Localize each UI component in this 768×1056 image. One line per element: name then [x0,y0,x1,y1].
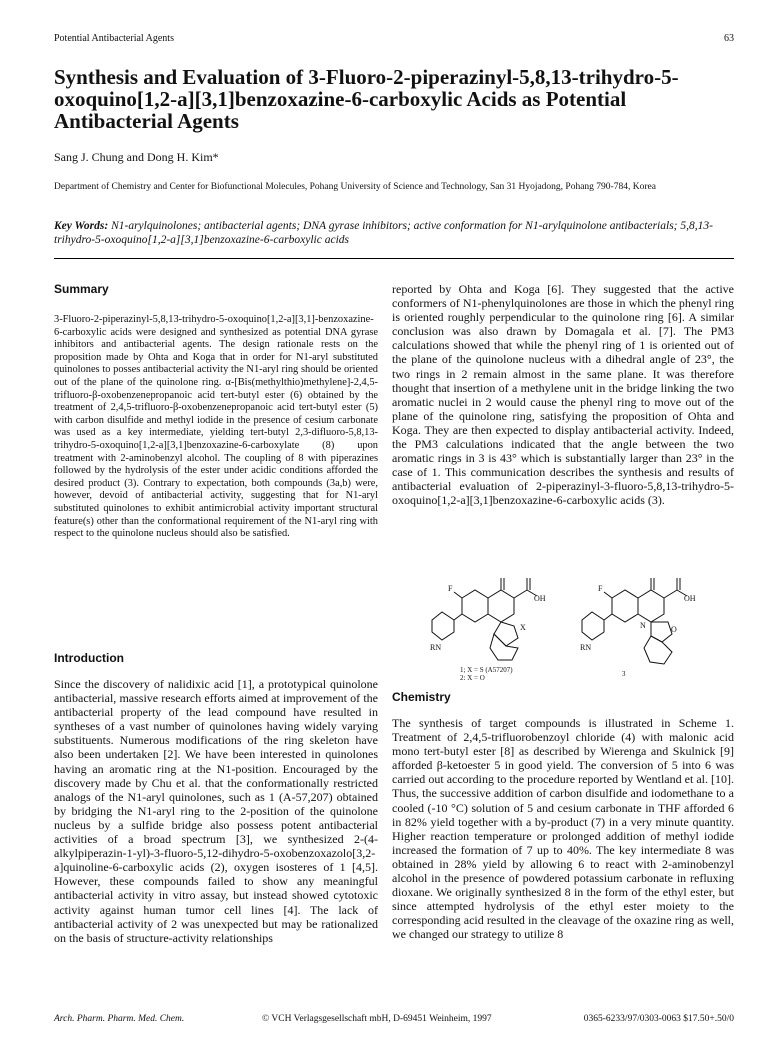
structure-diagram [430,570,730,680]
compound-1-label: 1; X = S (A57207) [460,666,513,674]
footer-code-text: 0365-6233/97/0303-0063 $17.50+.50/0 [583,1014,734,1024]
page-number: 63 [724,33,734,44]
running-title: Potential Antibacterial Agents [54,33,174,44]
keywords-label: Key Words: [54,220,109,232]
label-o-3: O [671,625,677,634]
label-n-3: N [640,621,646,630]
compound-2-label: 2; X = O [460,674,485,680]
affiliation: Department of Chemistry and Center for Biofunctional Molecules, Pohang University of Science and Technology, San 31 Hyojadong, Pohang 790-784, Korea [54,182,656,192]
introduction-heading: Introduction [54,651,124,665]
footer-publisher-text: © VCH Verlagsgesellschaft mbH, D-69451 Weinheim, 1997 [262,1014,492,1024]
footer-code [584,1014,734,1024]
keywords-text: N1-arylquinolones; antibacterial agents; DNA gyrase inhibitors; active conformation for N1-arylquinolone antibacterials; 5,8,13-trihydro-5-oxoquino[1,2-a][3,1]benzoxazine-6-carboxylic acids [54,220,713,246]
chemical-structures [430,570,730,680]
label-rn-3: RN [580,643,592,652]
summary-heading: Summary [54,282,109,296]
divider [54,258,734,259]
label-x-1: X [520,623,526,632]
label-f-3: F [598,584,603,593]
keywords [54,219,734,247]
footer-journal: Arch. Pharm. Pharm. Med. Chem. [54,1014,185,1024]
chemistry-heading: Chemistry [392,690,451,704]
footer-publisher [262,1014,492,1024]
label-rn-1: RN [430,643,442,652]
compound-3-label: 3 [622,670,626,678]
label-oh-1: OH [534,594,546,603]
article-title: Synthesis and Evaluation of 3-Fluoro-2-piperazinyl-5,8,13-trihydro-5-oxoquino[1,2-a][3,1]benzoxazine-6-carboxylic Acids as Potential Antibacterial Agents [54,65,679,133]
summary-text: 3-Fluoro-2-piperazinyl-5,8,13-trihydro-5-oxoquino[1,2-a][3,1]-benzoxazine-6-carboxylic acids were designed and synthesized as potential DNA gyrase inhibitors and antibacterial agents. The design rationale rests on the proposition made by Ohta and Koga that in order for N1-aryl substituted quinolones to posses antibacterial activity the N1-aryl ring should be oriented out of the plane of the quinolone ring. α-[Bis(methylthio)methylene]-2,4,5-trifluoro-β-oxobenzenepropanoic acid tert-butyl ester (6) obtained by the treatment of 2,4,5-trifluoro-β-oxobenzenepropanoic acid tert-butyl ester (5) with carbon disulfide and methyl iodide in the presence of cesium carbonate was used as a key intermediate, yielding tert-butyl 2,3-difluoro-5,8,13-trihydro-5-oxoquino[1,2-a][3,1]benzoxazine-6-carboxylate (8) upon treatment with 2-aminobenzyl alcohol. The coupling of 8 with piperazines followed by the hydrolysis of the ester under acidic conditions afforded the desired product (3). Contrary to expectation, both compounds (3a,b) were, however, devoid of antibacterial activity, suggesting that for N1-aryl substituted quinolones to exhibit antimicrobial activity important structural feature(s) other than the conformational requirement of the N1-aryl ring with respect to the quinolone nucleus should also be satisfied. [54,314,378,540]
right-column-text: reported by Ohta and Koga [6]. They suggested that the active conformers of N1-phenylquinolones are those in which the phenyl ring is oriented roughly perpendicular to the quinolone ring [6]. A similar conclusion was also drawn by Domagala et al. [7]. The PM3 calculations showed that while the phenyl ring of 1 is oriented out of the plane of the quinolone nucleus with a dihedral angle of 23°, the two rings in 2 remain almost in the same plane. It was therefore thought that insertion of a methylene unit in the bridge linking the two aromatic nuclei in 2 would cause the phenyl ring to move out of the plane of the quinolone ring, satisfying the proposition of Ohta and Koga. They are then expected to display antibacterial activity. Indeed, the PM3 calculations indicated that the angle between the two aromatic rings in 3 is 43° which is substantially larger than 23° in the case of 1. This communication describes the synthesis and results of antibacterial evaluation of 2-piperazinyl-3-fluoro-5,8,13-trihydro-5-oxoquino[1,2-a][3,1]benzoxazine-6-carboxylic acids (3). [392,282,734,508]
label-oh-3: OH [684,594,696,603]
authors: Sang J. Chung and Dong H. Kim* [54,150,219,164]
label-f-1: F [448,584,453,593]
chemistry-text: The synthesis of target compounds is illustrated in Scheme 1. Treatment of 2,4,5-trifluorobenzoyl chloride (4) with malonic acid mono tert-butyl ester [8] as described by Wierenga and Skulnick [9] afforded β-ketoester 5 in good yield. The conversion of 5 into 6 was carried out according to the procedure reported by Wentland et al. [10]. Thus, the successive addition of carbon disulfide and iodomethane to a cooled (-10 °C) solution of 5 and cesium carbonate in THF afforded 6 in 82% yield together with a by-product (7) in a very minute quantity. Higher reaction temperature or prolonged addition of methyl iodide increased the formation of 7 up to 40%. The key intermediate 8 was obtained in 28% yield by allowing 6 to react with 2-aminobenzyl alcohol in the presence of powdered potassium carbonate in refluxing dioxane. We originally synthesized 8 in the form of the ethyl ester, but since attempted hydrolysis of the ethyl ester moiety to the corresponding acid resulted in the cleavage of the oxazine ring as well, we changed our strategy to utilize 8 [392,716,734,942]
introduction-text: Since the discovery of nalidixic acid [1], a prototypical quinolone antibacterial, massive research efforts aimed at improvement of the antibacterial property of the lead compound have resulted in syntheses of a vast number of quinolones having widely varying substituents. Numerous modifications of the ring skeleton have also been undertaken [2]. We have been interested in quinolones having an aromatic ring at the N1-position. Encouraged by the discovery made by Chu et al. that the conformationally restricted analogs of the N1-aryl quinolones, such as 1 (A-57,207) obtained by bridging the N1-aryl ring to the 2-position of the quinolone nucleus by a sulfide bridge also possess potent antibacterial activities of a broad spectrum [3], we synthesized 2-(4-alkylpiperazin-1-yl)-3-fluoro-5,12-dihydro-5-oxobenzoxazolo[3,2-a]quinoline-6-carboxylic acids (2), oxygen isosteres of 1 [4,5]. However, these compounds failed to show any meaningful antibacterial activity in vitro assay, but instead showed cytotoxic activity against human tumor cell lines [4]. The lack of antibacterial activity of 2 was unexpected but may be rationalized on the basis of structure-activity relationships [54,677,378,945]
